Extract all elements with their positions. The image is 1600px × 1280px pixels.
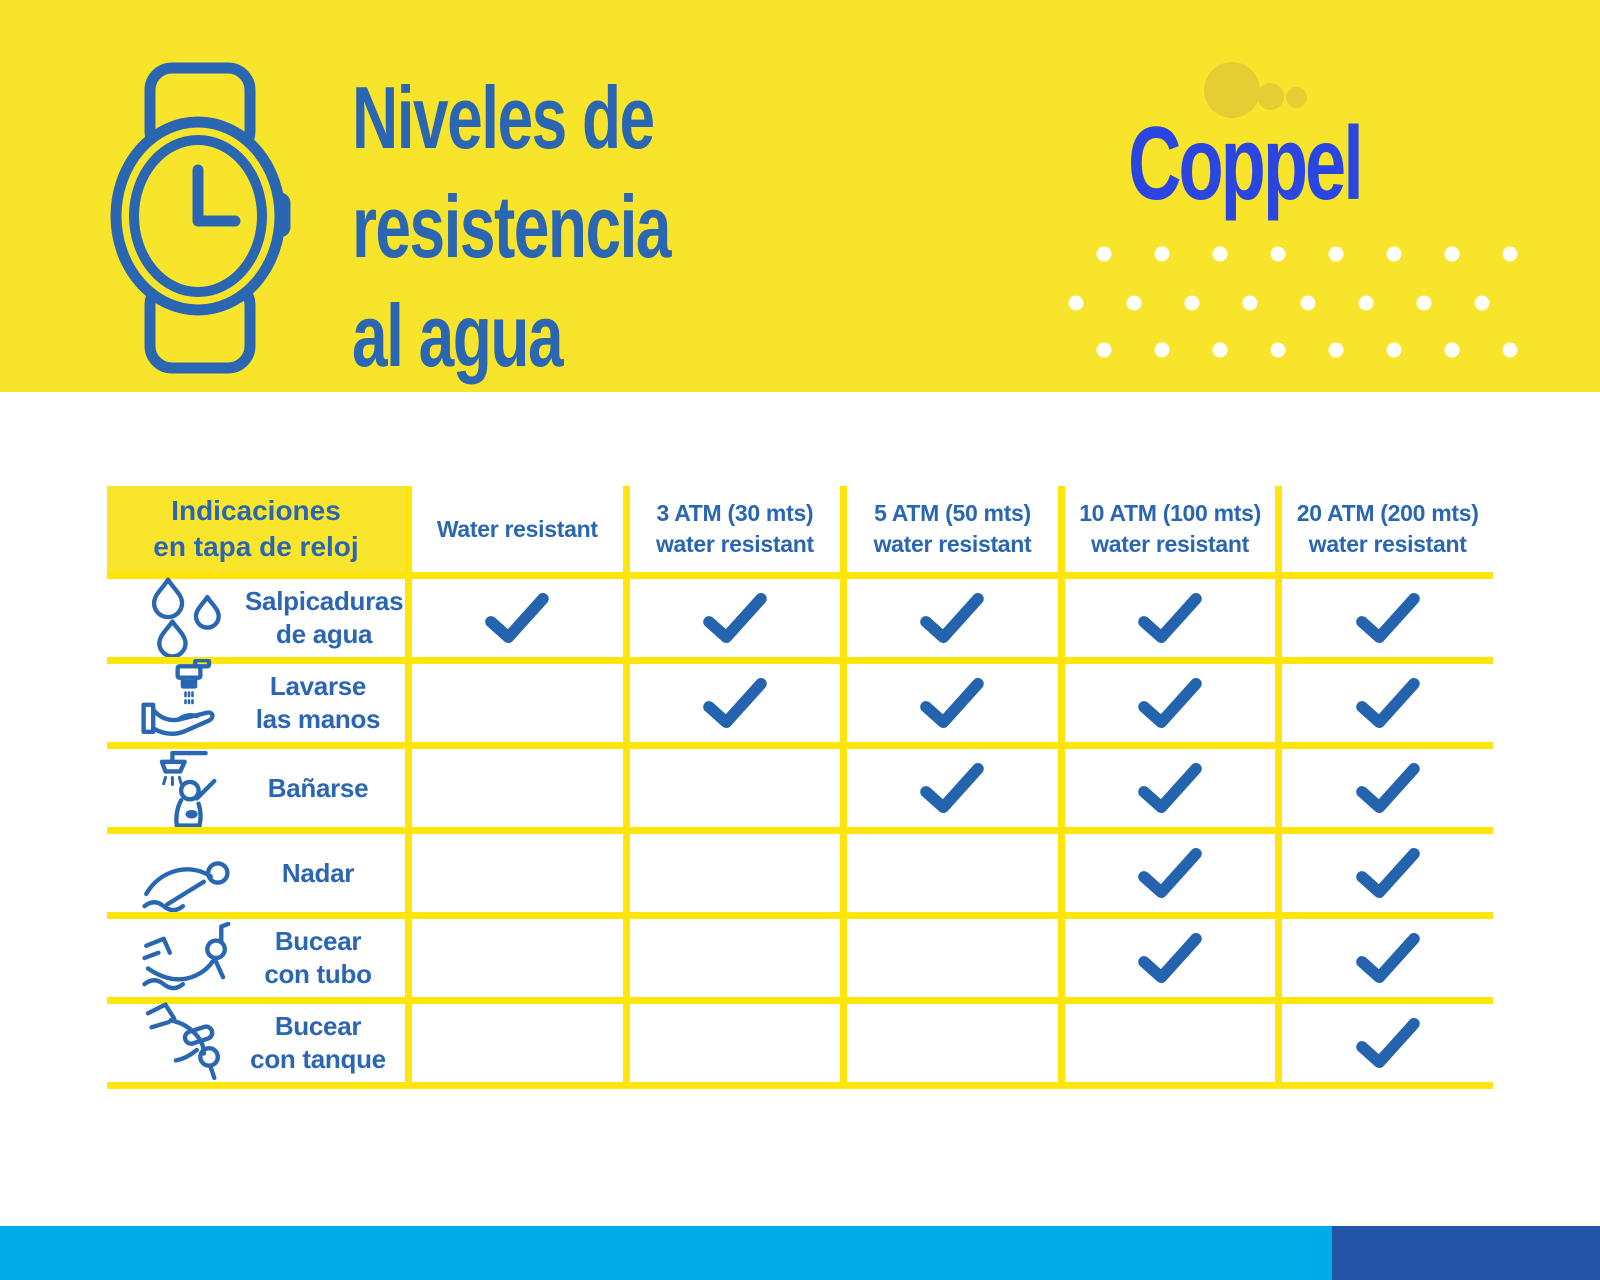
check-icon [1138,677,1202,729]
row-label [245,1010,405,1076]
check-icon [1356,592,1420,644]
check-cell [405,572,623,657]
empty-cell [405,912,623,997]
empty-cell [405,657,623,742]
check-cell [840,572,1058,657]
check-cell [1275,572,1493,657]
row-label [245,670,405,736]
check-icon [920,592,984,644]
row-label-cell [107,657,405,742]
column-header-line: 10 ATM (100 mts) [1079,500,1261,526]
table-corner-header [107,486,405,572]
scuba-icon [133,999,245,1087]
check-icon [1356,932,1420,984]
snorkel-icon [133,914,245,1002]
shower-icon [133,744,245,832]
row-label [245,585,417,651]
check-icon [1356,762,1420,814]
water-drops-icon [133,574,245,662]
header-band [0,0,1600,392]
row-label-line: Salpicaduras [245,586,404,616]
column-header [405,486,623,572]
check-icon [1138,762,1202,814]
page-title [352,64,670,391]
row-label-line: Bucear [274,1011,362,1041]
row-label-cell [107,827,405,912]
empty-cell [1058,997,1276,1082]
empty-cell [840,827,1058,912]
swim-icon [133,829,245,917]
check-cell [840,742,1058,827]
check-cell [623,657,841,742]
column-header [840,486,1058,572]
column-header-line: 20 ATM (200 mts) [1296,500,1479,526]
column-header-line: water resistant [655,531,814,557]
check-cell [1275,912,1493,997]
check-cell [1058,657,1276,742]
row-label-line: Bucear [274,926,362,956]
row-label-line: de agua [276,619,373,649]
check-icon [1138,592,1202,644]
check-icon [1356,847,1420,899]
page-title-line: resistencia [352,177,670,277]
column-header [1275,486,1493,572]
row-label-line: con tubo [264,959,372,989]
check-cell [1058,827,1276,912]
check-cell [1275,657,1493,742]
corner-header-line: en tapa de reloj [153,531,359,562]
page-title-line: Niveles de [352,68,654,168]
row-label-cell [107,912,405,997]
hand-wash-icon [133,659,245,747]
empty-cell [840,912,1058,997]
check-cell [1275,997,1493,1082]
check-icon [1138,847,1202,899]
coppel-logo: Coppel [1128,105,1361,222]
check-cell [1058,572,1276,657]
row-label-line: con tanque [250,1044,386,1074]
page-title-line: al agua [352,286,563,386]
column-header-line: 5 ATM (50 mts) [874,500,1031,526]
empty-cell [405,997,623,1082]
check-icon [1356,1017,1420,1069]
empty-cell [623,827,841,912]
column-header [623,486,841,572]
row-label [245,857,405,890]
footer-bar-cyan [0,1226,1332,1280]
empty-cell [623,912,841,997]
column-header-line: water resistant [873,531,1032,557]
column-header-line: 3 ATM (30 mts) [656,500,814,526]
row-label [245,925,405,991]
check-icon [485,592,549,644]
check-icon [1138,932,1202,984]
row-label-cell [107,572,405,657]
empty-cell [405,827,623,912]
check-icon [1356,677,1420,729]
empty-cell [623,742,841,827]
row-label-line: Nadar [281,857,355,888]
check-icon [920,762,984,814]
row-label-cell [107,997,405,1082]
check-icon [703,592,767,644]
row-label-line: Bañarse [267,772,369,803]
check-icon [920,677,984,729]
row-label-cell [107,742,405,827]
column-header [1058,486,1276,572]
check-cell [840,657,1058,742]
check-cell [1275,827,1493,912]
check-cell [1058,912,1276,997]
check-cell [623,572,841,657]
column-header-line: Water resistant [436,515,598,542]
check-cell [1058,742,1276,827]
empty-cell [405,742,623,827]
row-label-line: las manos [255,704,381,734]
check-icon [703,677,767,729]
row-label-line: Lavarse [269,671,367,701]
comparison-table [107,486,1493,1089]
column-header-line: water resistant [1091,531,1250,557]
check-cell [1275,742,1493,827]
dot-pattern [1062,240,1532,362]
empty-cell [840,997,1058,1082]
column-header-line: water resistant [1308,531,1467,557]
watch-icon [95,58,305,378]
corner-header-line: Indicaciones [171,495,341,526]
footer-bar-navy [1332,1226,1600,1280]
empty-cell [623,997,841,1082]
row-label [245,772,405,805]
